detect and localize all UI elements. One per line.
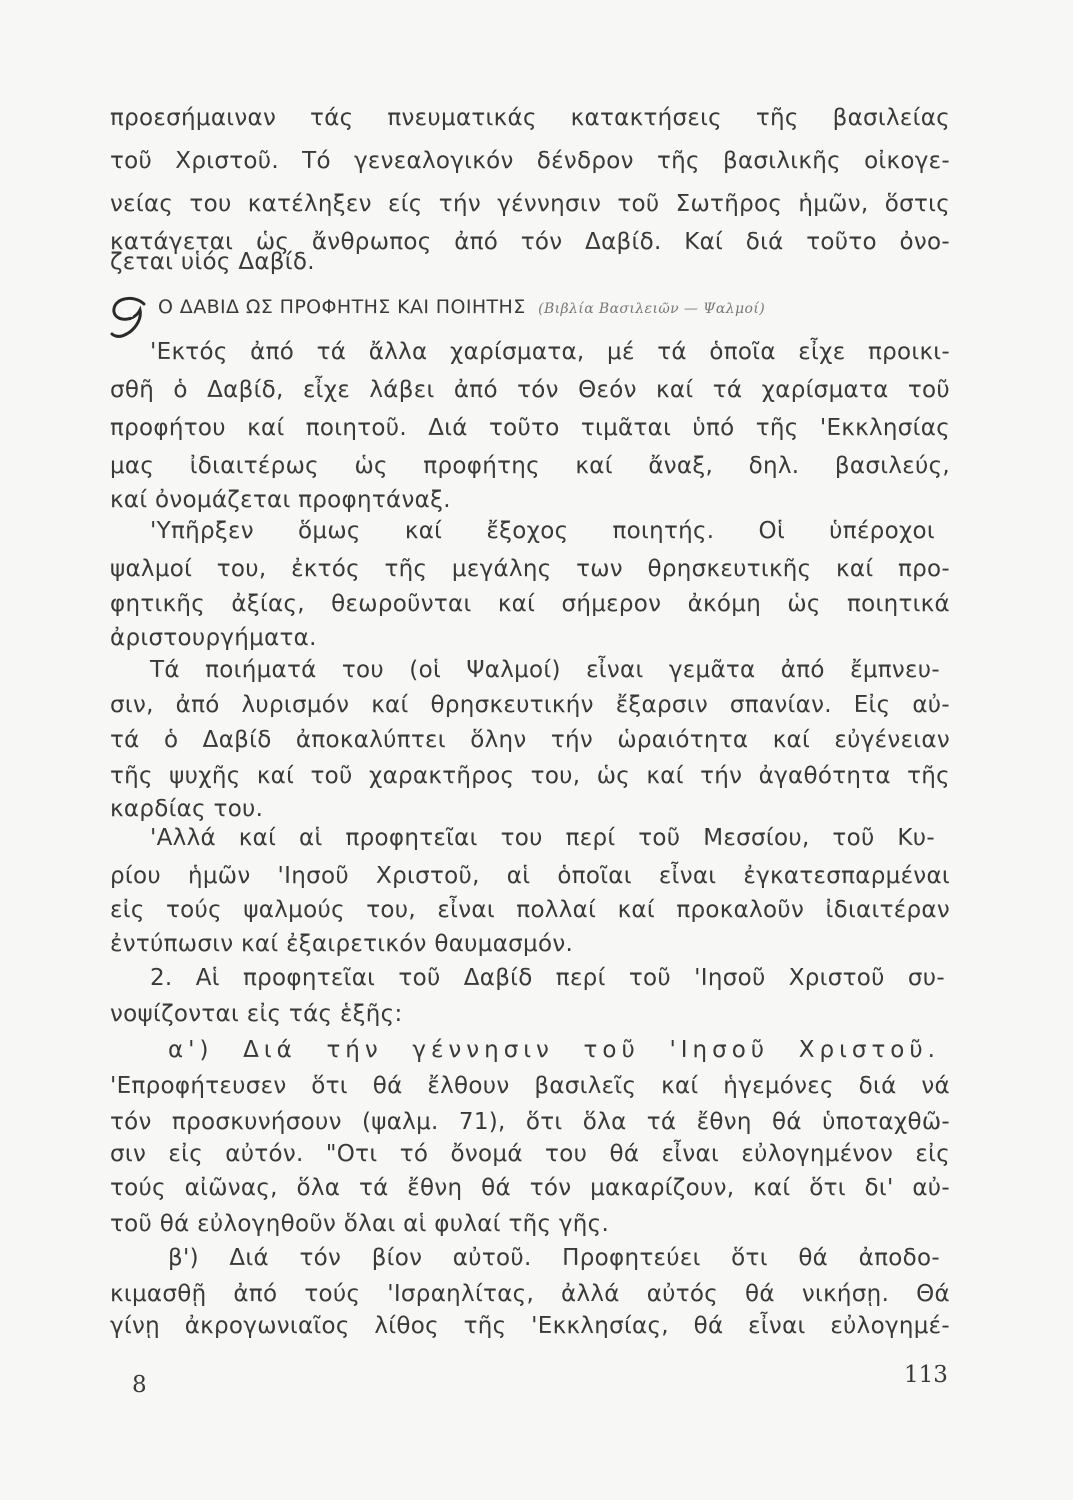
text-line: ψαλμοί του, ἐκτός τῆς μεγάλης των θρησκευτικῆς καί προ- [110,556,950,582]
text-line: τά ὁ Δαβίδ ἀποκαλύπτει ὅλην τήν ὡραιότητα καί εὐγένειαν [110,727,950,753]
text-line: σθῆ ὁ Δαβίδ, εἶχε λάβει ἀπό τόν Θεόν καί τά χαρίσματα τοῦ [110,377,950,403]
text-line: προεσήμαιναν τάς πνευματικάς κατακτήσεις τῆς βασιλείας [110,105,950,131]
text-line: 'Επροφήτευσεν ὅτι θά ἔλθουν βασιλεῖς καί ἡγεμόνες διά νά [110,1073,950,1099]
subsection-title: α') Διά τήν γέννησιν τοῦ 'Ιησοῦ Χριστοῦ. [168,1037,940,1063]
text-line: 2. Αἱ προφητεῖαι τοῦ Δαβίδ περί τοῦ 'Ιησοῦ Χριστοῦ συ- [150,965,945,991]
text-line: 'Εκτός ἀπό τά ἄλλα χαρίσματα, μέ τά ὁποῖα εἶχε προικι- [150,339,950,365]
text-line: τοῦ Χριστοῦ. Τό γενεαλογικόν δένδρον τῆς βασιλικῆς οἰκογε- [110,148,950,174]
text-line: προφήτου καί ποιητοῦ. Διά τοῦτο τιμᾶται ὑπό τῆς 'Εκκλησίας [110,415,950,441]
page-number: 113 [904,1362,948,1388]
text-line: φητικῆς ἀξίας, θεωροῦνται καί σήμερον ἀκόμη ὡς ποιητικά [110,591,950,617]
text-line: σιν, ἀπό λυρισμόν καί θρησκευτικήν ἔξαρσιν σπανίαν. Εἰς αὐ- [110,692,950,718]
text-line: σιν εἰς αὐτόν. "Οτι τό ὄνομά του θά εἶναι εὐλογημένον εἰς [110,1141,950,1167]
text-line: τούς αἰῶνας, ὅλα τά ἔθνη θά τόν μακαρίζουν, καί ὅτι δι' αὐ- [110,1175,950,1201]
section-source: (Βιβλία Βασιλειῶν — Ψαλμοί) [538,301,766,317]
text-line: μας ἰδιαιτέρως ὡς προφήτης καί ἄναξ, δηλ. βασιλεύς, [110,453,950,479]
section-number: 17 [122,309,136,320]
text-line: τῆς ψυχῆς καί τοῦ χαρακτῆρος του, ὡς καί τήν ἀγαθότητα τῆς [110,763,950,789]
text-line: τοῦ θά εὐλογηθοῦν ὅλαι αἱ φυλαί τῆς γῆς. [110,1211,610,1237]
text-line: καρδίας του. [110,796,264,822]
text-line: ἀριστουργήματα. [110,625,317,651]
text-line: νοψίζονται εἰς τάς ἑξῆς: [110,1001,403,1027]
section-number-mark [104,290,158,342]
text-line: β') Διά τόν βίον αὐτοῦ. Προφητεύει ὅτι θά ἀποδο- [168,1245,940,1271]
text-line: καί ὀνομάζεται προφητάναξ. [110,487,451,513]
text-line: 'Αλλά καί αἱ προφητεῖαι του περί τοῦ Μεσσίου, τοῦ Κυ- [150,825,935,851]
signature-mark: 8 [132,1372,147,1398]
text-line: Τά ποιήματά του (οἱ Ψαλμοί) εἶναι γεμᾶτα ἀπό ἔμπνευ- [150,657,940,683]
text-line: ζεται υἱός Δαβίδ. [110,249,315,275]
text-line: γίνῃ ἀκρογωνιαῖος λίθος τῆς 'Εκκλησίας, θά εἶναι εὐλογημέ- [110,1313,950,1339]
text-line: ἐντύπωσιν καί ἐξαιρετικόν θαυμασμόν. [110,931,574,957]
text-line: ρίου ἡμῶν 'Ιησοῦ Χριστοῦ, αἱ ὁποῖαι εἶναι ἐγκατεσπαρμέναι [110,863,950,889]
section-heading [158,293,918,323]
section-title: Ο ΔΑΒΙΔ ΩΣ ΠΡΟΦΗΤΗΣ ΚΑΙ ΠΟΙΗΤΗΣ [158,296,526,318]
text-line: 'Υπῆρξεν ὅμως καί ἔξοχος ποιητής. Οἱ ὑπέροχοι [150,518,935,544]
text-line: κιμασθῇ ἀπό τούς 'Ισραηλίτας, ἀλλά αὐτός θά νικήσῃ. Θά [110,1281,950,1307]
text-line: εἰς τούς ψαλμούς του, εἶναι πολλαί καί προκαλοῦν ἰδιαιτέραν [110,897,950,923]
text-line: κατάγεται ὡς ἄνθρωπος ἀπό τόν Δαβίδ. Καί διά τοῦτο ὀνο- [110,229,950,255]
text-line: νείας του κατέληξεν είς τήν γέννησιν τοῦ Σωτῆρος ἡμῶν, ὅστις [110,191,950,217]
text-line: τόν προσκυνήσουν (ψαλμ. 71), ὅτι ὅλα τά ἔθνη θά ὑποταχθῶ- [110,1109,950,1135]
handwritten-mark-icon [104,290,158,342]
